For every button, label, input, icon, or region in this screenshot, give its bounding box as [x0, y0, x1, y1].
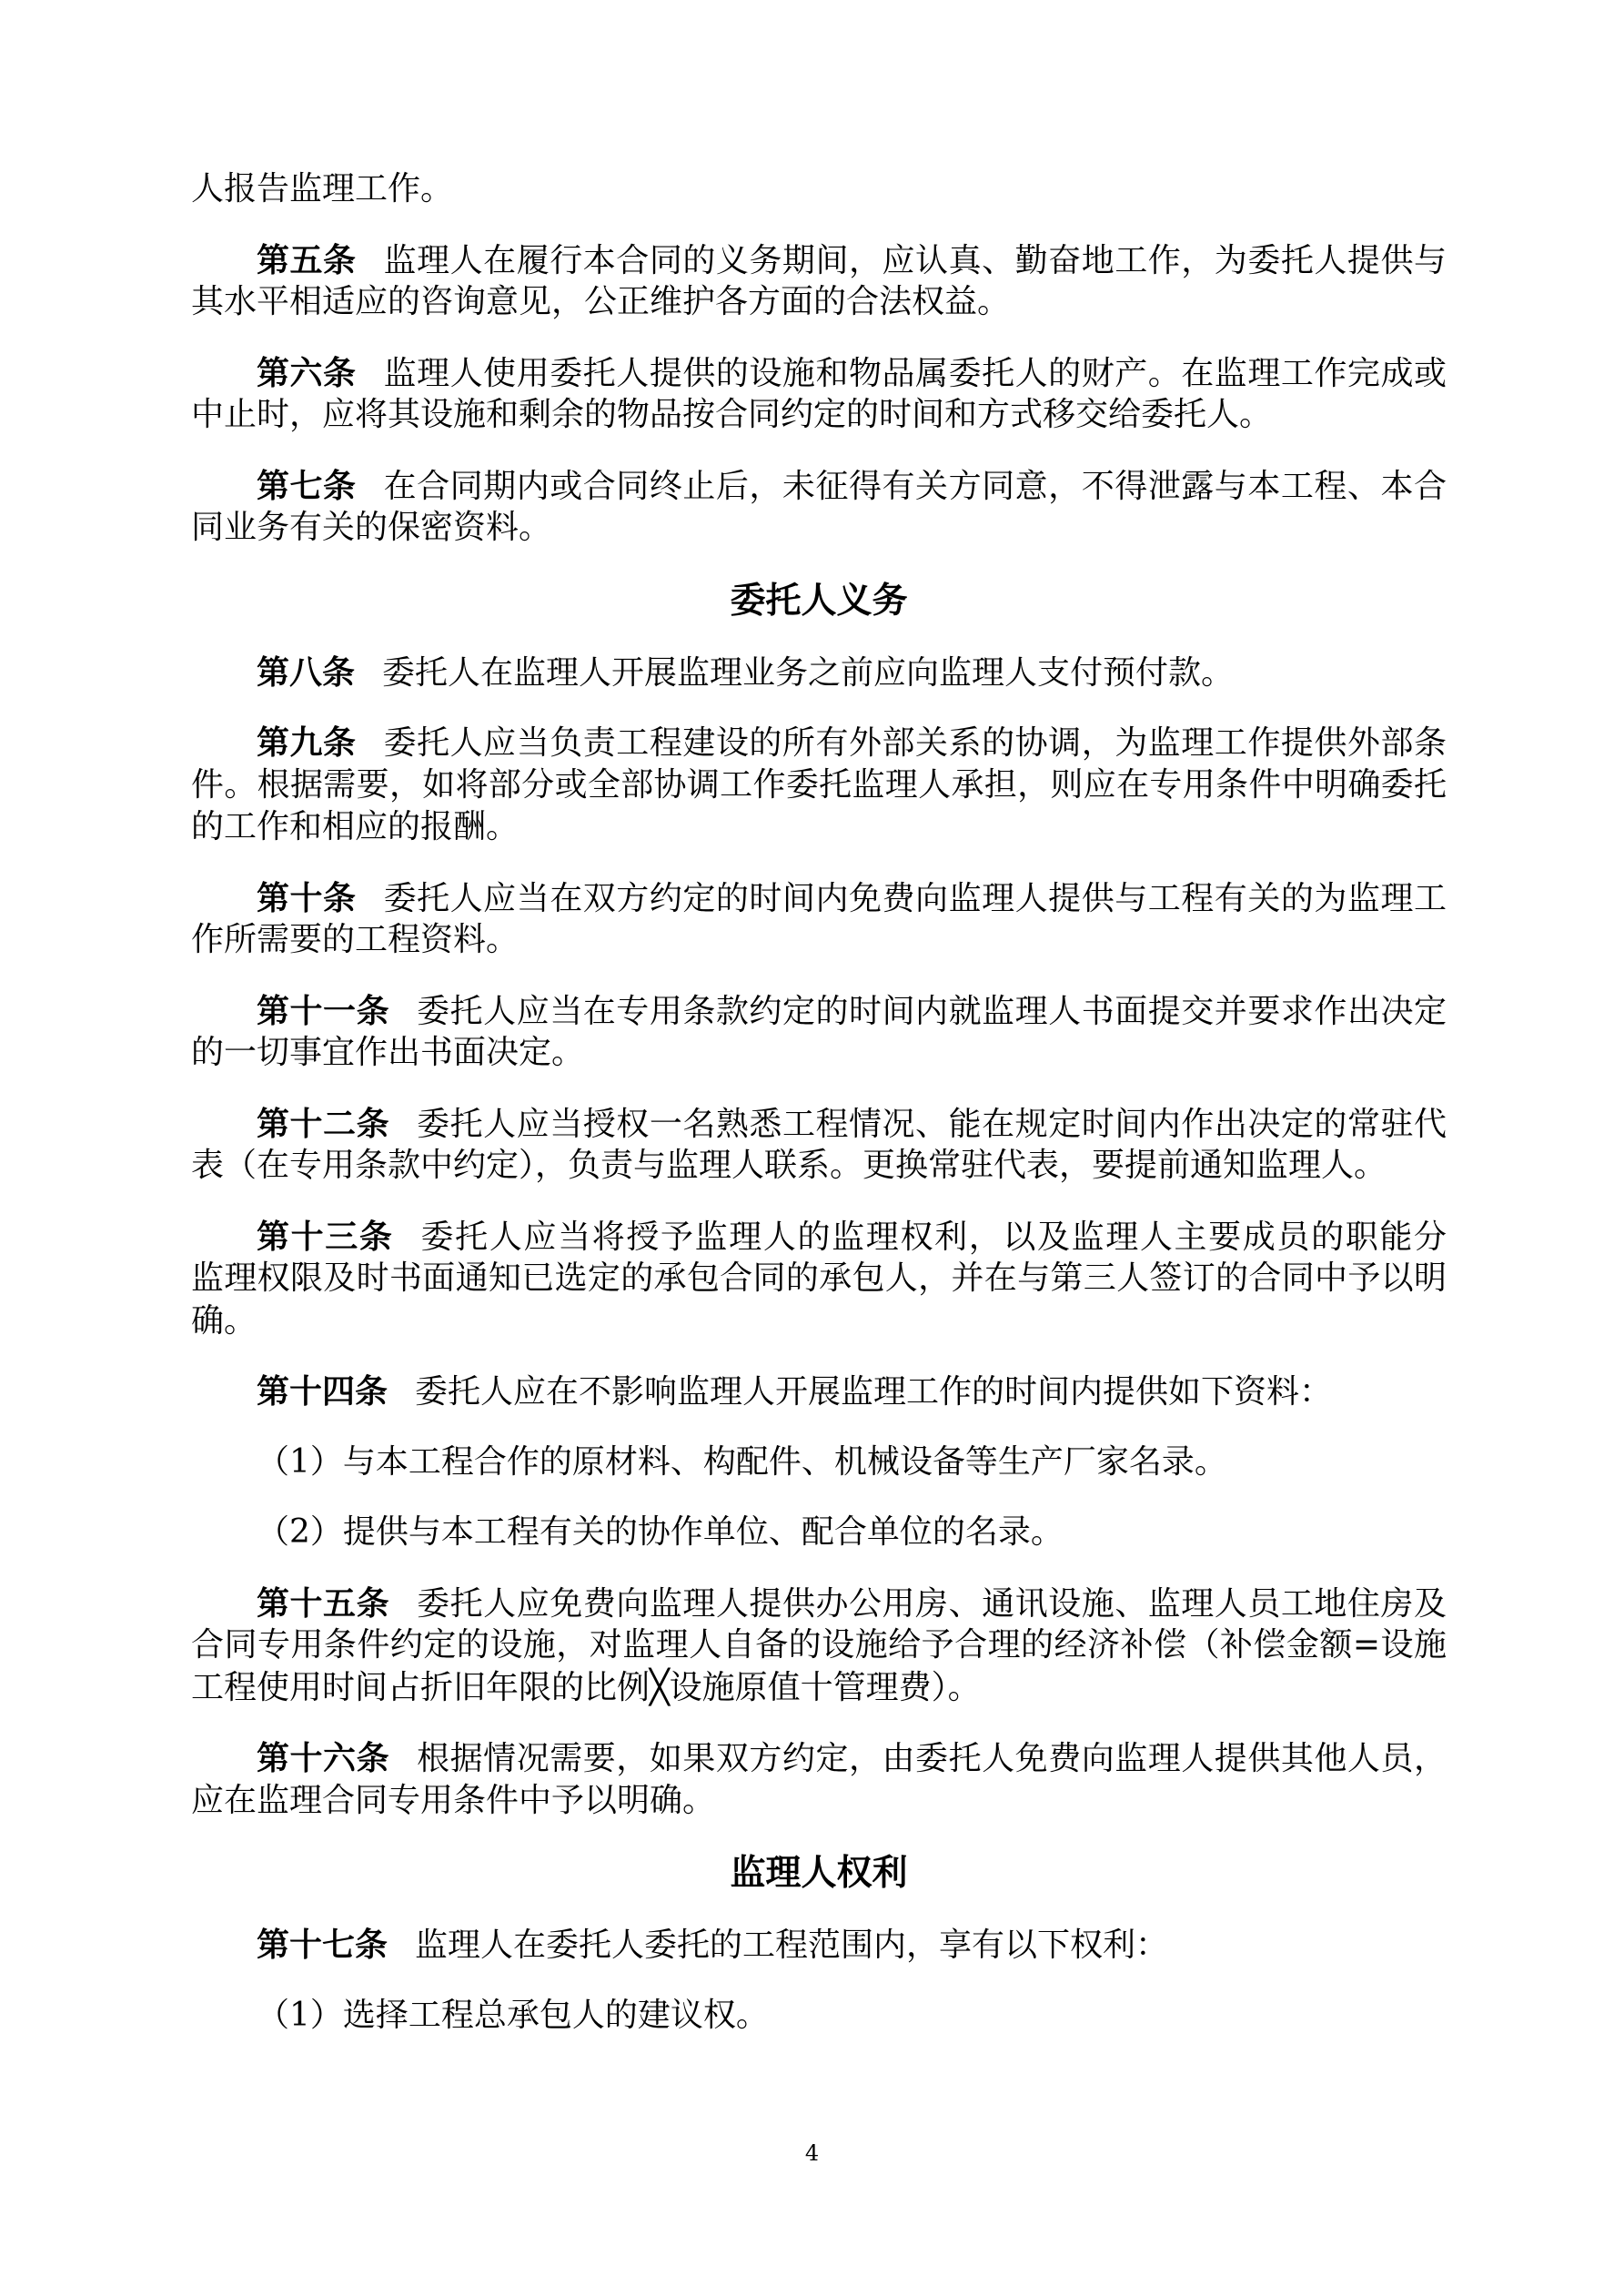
article-label: 第十条 — [257, 878, 357, 917]
article-label: 第十五条 — [257, 1583, 390, 1623]
article-label: 第十六条 — [257, 1739, 390, 1777]
text-line — [191, 507, 1447, 550]
line-text: 同业务有关的保密资料。 — [191, 509, 552, 546]
text-line — [191, 1258, 1447, 1300]
article-paragraph — [191, 990, 1447, 1075]
line-text: 件。根据需要，如将部分或全部协调工作委托监理人承担，则应在专用条件中明确委托 — [191, 765, 1447, 804]
text-line — [191, 1624, 1447, 1667]
text-line — [191, 877, 1447, 920]
article-label: 第十二条 — [257, 1104, 390, 1143]
article-paragraph — [191, 239, 1447, 324]
line-text: 委托人应当在专用条款约定的时间内就监理人书面提交并要求作出决定 — [417, 992, 1447, 1030]
text-line — [191, 1737, 1447, 1780]
article-label: 第十七条 — [257, 1926, 388, 1964]
text-line — [191, 281, 1447, 324]
text-line — [191, 990, 1447, 1033]
line-text: 委托人应当在双方约定的时间内免费向监理人提供与工程有关的为监理工 — [383, 879, 1447, 917]
text-line — [191, 1216, 1447, 1259]
section-heading: 监理人权利 — [730, 1852, 908, 1894]
line-text: （1）与本工程合作的原材料、构配件、机械设备等生产厂家名录。 — [257, 1442, 1227, 1481]
article-label: 第九条 — [257, 723, 357, 762]
article-paragraph — [191, 652, 1447, 694]
line-text: 的工作和相应的报酬。 — [191, 808, 519, 845]
line-text: 合同专用条件约定的设施，对监理人自备的设施给予合理的经济补偿（补偿金额=设施 — [191, 1626, 1447, 1664]
line-text: 应在监理合同专用条件中予以明确。 — [191, 1781, 716, 1819]
page-number: 4 — [804, 2140, 820, 2166]
line-text: 在合同期内或合同终止后，未征得有关方同意，不得泄露与本工程、本合 — [383, 467, 1447, 505]
text-line — [191, 1667, 1447, 1710]
article-label: 第六条 — [257, 353, 357, 392]
text-line — [191, 465, 1447, 508]
text-line — [191, 1032, 1447, 1075]
text-line — [191, 919, 1447, 962]
line-text: 作所需要的工程资料。 — [191, 921, 519, 958]
line-text: 委托人应当授权一名熟悉工程情况、能在规定时间内作出决定的常驻代 — [417, 1105, 1447, 1143]
line-text: 中止时，应将其设施和剩余的物品按合同约定的时间和方式移交给委托人。 — [191, 396, 1273, 433]
line-text: 监理人使用委托人提供的设施和物品属委托人的财产。在监理工作完成或 — [383, 354, 1447, 392]
line-text: 人报告监理工作。 — [191, 170, 454, 207]
article-paragraph — [191, 1924, 1447, 1967]
text-line — [191, 352, 1447, 395]
line-text: 委托人应免费向监理人提供办公用房、通讯设施、监理人员工地住房及 — [417, 1584, 1447, 1623]
text-line — [191, 722, 1447, 764]
text-line — [191, 168, 1447, 211]
line-text: 表（在专用条款中约定），负责与监理人联系。更换常驻代表，要提前通知监理人。 — [191, 1147, 1387, 1184]
line-text: 的一切事宜作出书面决定。 — [191, 1034, 585, 1071]
text-line — [191, 1995, 1447, 2038]
article-paragraph — [191, 1103, 1447, 1188]
paragraph — [191, 1512, 1447, 1554]
line-text: 委托人应在不影响监理人开展监理工作的时间内提供如下资料： — [415, 1373, 1333, 1411]
line-text: 监理权限及时书面通知已选定的承包合同的承包人，并在与第三人签订的合同中予以明 — [191, 1259, 1447, 1297]
paragraph — [191, 1441, 1447, 1484]
text-line — [191, 1300, 1447, 1343]
text-line — [191, 1371, 1447, 1413]
paragraph — [191, 1995, 1447, 2038]
text-line — [191, 239, 1447, 282]
document-body — [191, 168, 1447, 2065]
text-line — [191, 806, 1447, 849]
paragraph — [191, 168, 1447, 211]
article-paragraph — [191, 352, 1447, 437]
text-line — [191, 1780, 1447, 1823]
article-paragraph — [191, 1737, 1447, 1822]
line-text: （1）选择工程总承包人的建议权。 — [257, 1996, 769, 2034]
article-label: 第十三条 — [257, 1217, 394, 1256]
article-label: 第十一条 — [257, 991, 390, 1030]
line-text: 其水平相适应的咨询意见，公正维护各方面的合法权益。 — [191, 283, 1011, 320]
text-line — [191, 1924, 1447, 1967]
line-text: （2）提供与本工程有关的协作单位、配合单位的名录。 — [257, 1513, 1064, 1551]
article-paragraph — [191, 1216, 1447, 1343]
text-line — [191, 394, 1447, 437]
text-line — [191, 652, 1447, 694]
article-label: 第七条 — [257, 466, 357, 505]
text-line — [191, 764, 1447, 807]
text-line — [191, 1583, 1447, 1625]
text-line — [191, 1103, 1447, 1146]
article-label: 第十四条 — [257, 1372, 388, 1411]
article-paragraph — [191, 1371, 1447, 1413]
article-paragraph — [191, 877, 1447, 962]
article-paragraph — [191, 465, 1447, 550]
article-paragraph — [191, 1583, 1447, 1710]
line-text: 根据情况需要，如果双方约定，由委托人免费向监理人提供其他人员， — [417, 1740, 1447, 1777]
text-line — [191, 1441, 1447, 1484]
line-text: 委托人在监理人开展监理业务之前应向监理人支付预付款。 — [382, 653, 1235, 692]
line-text: 监理人在委托人委托的工程范围内，享有以下权利： — [415, 1927, 1169, 1964]
line-text: 确。 — [191, 1301, 257, 1340]
line-text: 委托人应当负责工程建设的所有外部关系的协调，为监理工作提供外部条 — [383, 724, 1447, 762]
section-heading: 委托人义务 — [730, 579, 908, 622]
text-line — [191, 1145, 1447, 1188]
article-paragraph — [191, 722, 1447, 849]
text-line — [191, 1512, 1447, 1554]
line-text: 监理人在履行本合同的义务期间，应认真、勤奋地工作，为委托人提供与 — [383, 241, 1447, 279]
line-text: 工程使用时间占折旧年限的比例╳设施原值十管理费）。 — [191, 1668, 981, 1706]
article-label: 第八条 — [257, 652, 356, 692]
article-label: 第五条 — [257, 240, 357, 279]
line-text: 委托人应当将授予监理人的监理权利，以及监理人主要成员的职能分 — [420, 1218, 1447, 1256]
